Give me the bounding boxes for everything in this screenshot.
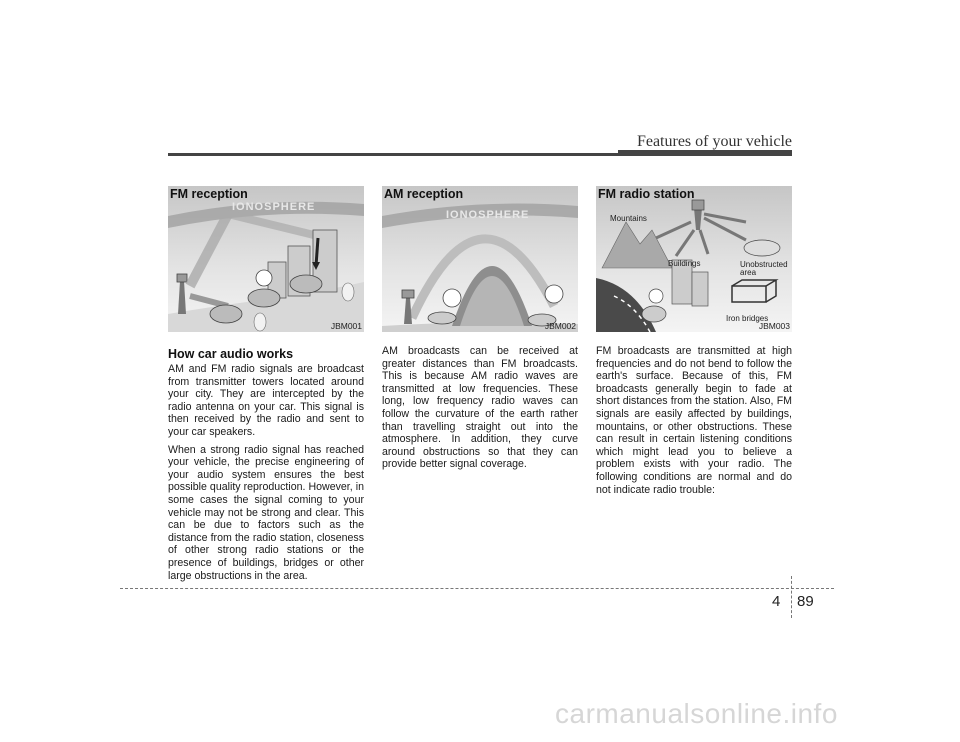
footer-divider — [791, 576, 792, 618]
figure-title: FM reception — [170, 187, 248, 201]
ionosphere-label: IONOSPHERE — [446, 209, 530, 221]
mountains-label: Mountains — [610, 214, 647, 223]
paragraph: AM broadcasts can be received at greater distances than FM broadcasts. This is because AM radio waves are transmitted at low frequencies. These long, low frequency radio waves can follow the curvature of the earth rather than travelling straight out into the atmosphere. In addition, they curve around obstructions so that they can provide better signal coverage. — [382, 345, 578, 471]
header-rule-accent — [618, 150, 792, 156]
ionosphere-label: IONOSPHERE — [232, 201, 316, 213]
figure-am-reception — [382, 186, 578, 332]
paragraph: AM and FM radio signals are broadcast from transmitter towers located around your city. They are intercepted by the radio antenna on your car. This signal is then received by the radio and sent to your car speakers. — [168, 363, 364, 438]
iron-bridges-label: Iron bridges — [726, 314, 769, 323]
unobstructed-label: Unobstructed — [740, 260, 788, 269]
figure-title: FM radio station — [598, 187, 695, 201]
figure-fm-reception — [168, 186, 364, 332]
unobstructed-area-label: area — [740, 268, 757, 277]
figure-code: JBM002 — [544, 321, 576, 331]
column-2 — [382, 186, 578, 476]
chapter-number: 4 — [772, 593, 781, 610]
figure-code: JBM003 — [758, 321, 790, 331]
figure-title: AM reception — [384, 187, 464, 201]
paragraph: FM broadcasts are transmitted at high frequencies and do not bend to follow the earth's surface. Because of this, FM broadcasts generally begin to fade at short distances from the station. Also, FM signals are easily affected by buildings, mountains, or other obstructions. These can result in certain listening conditions which might lead you to believe a problem exists with your radio. The following conditions are normal and do not indicate radio trouble: — [596, 345, 792, 496]
page-number: 89 — [797, 593, 814, 610]
figure-code: JBM001 — [330, 321, 362, 331]
buildings-label: Buildings — [668, 259, 701, 268]
page-header-title: Features of your vehicle — [636, 133, 792, 150]
figure-fm-radio-station — [596, 186, 792, 332]
footer-rule — [120, 588, 834, 589]
section-heading: How car audio works — [168, 347, 294, 361]
am-reception-illustration — [382, 186, 578, 332]
watermark: carmanualsonline.info — [555, 698, 838, 729]
column-3 — [596, 186, 792, 501]
column-1 — [168, 186, 364, 587]
paragraph: When a strong radio signal has reached your vehicle, the precise engineering of your audio system ensures the best possible quality reproduction. However, in some cases the signal coming to your vehicle may not be strong and clear. This can be due to factors such as the distance from the radio station, closeness of other strong radio stations or the presence of buildings, bridges or other large obstructions in the area. — [168, 443, 364, 582]
